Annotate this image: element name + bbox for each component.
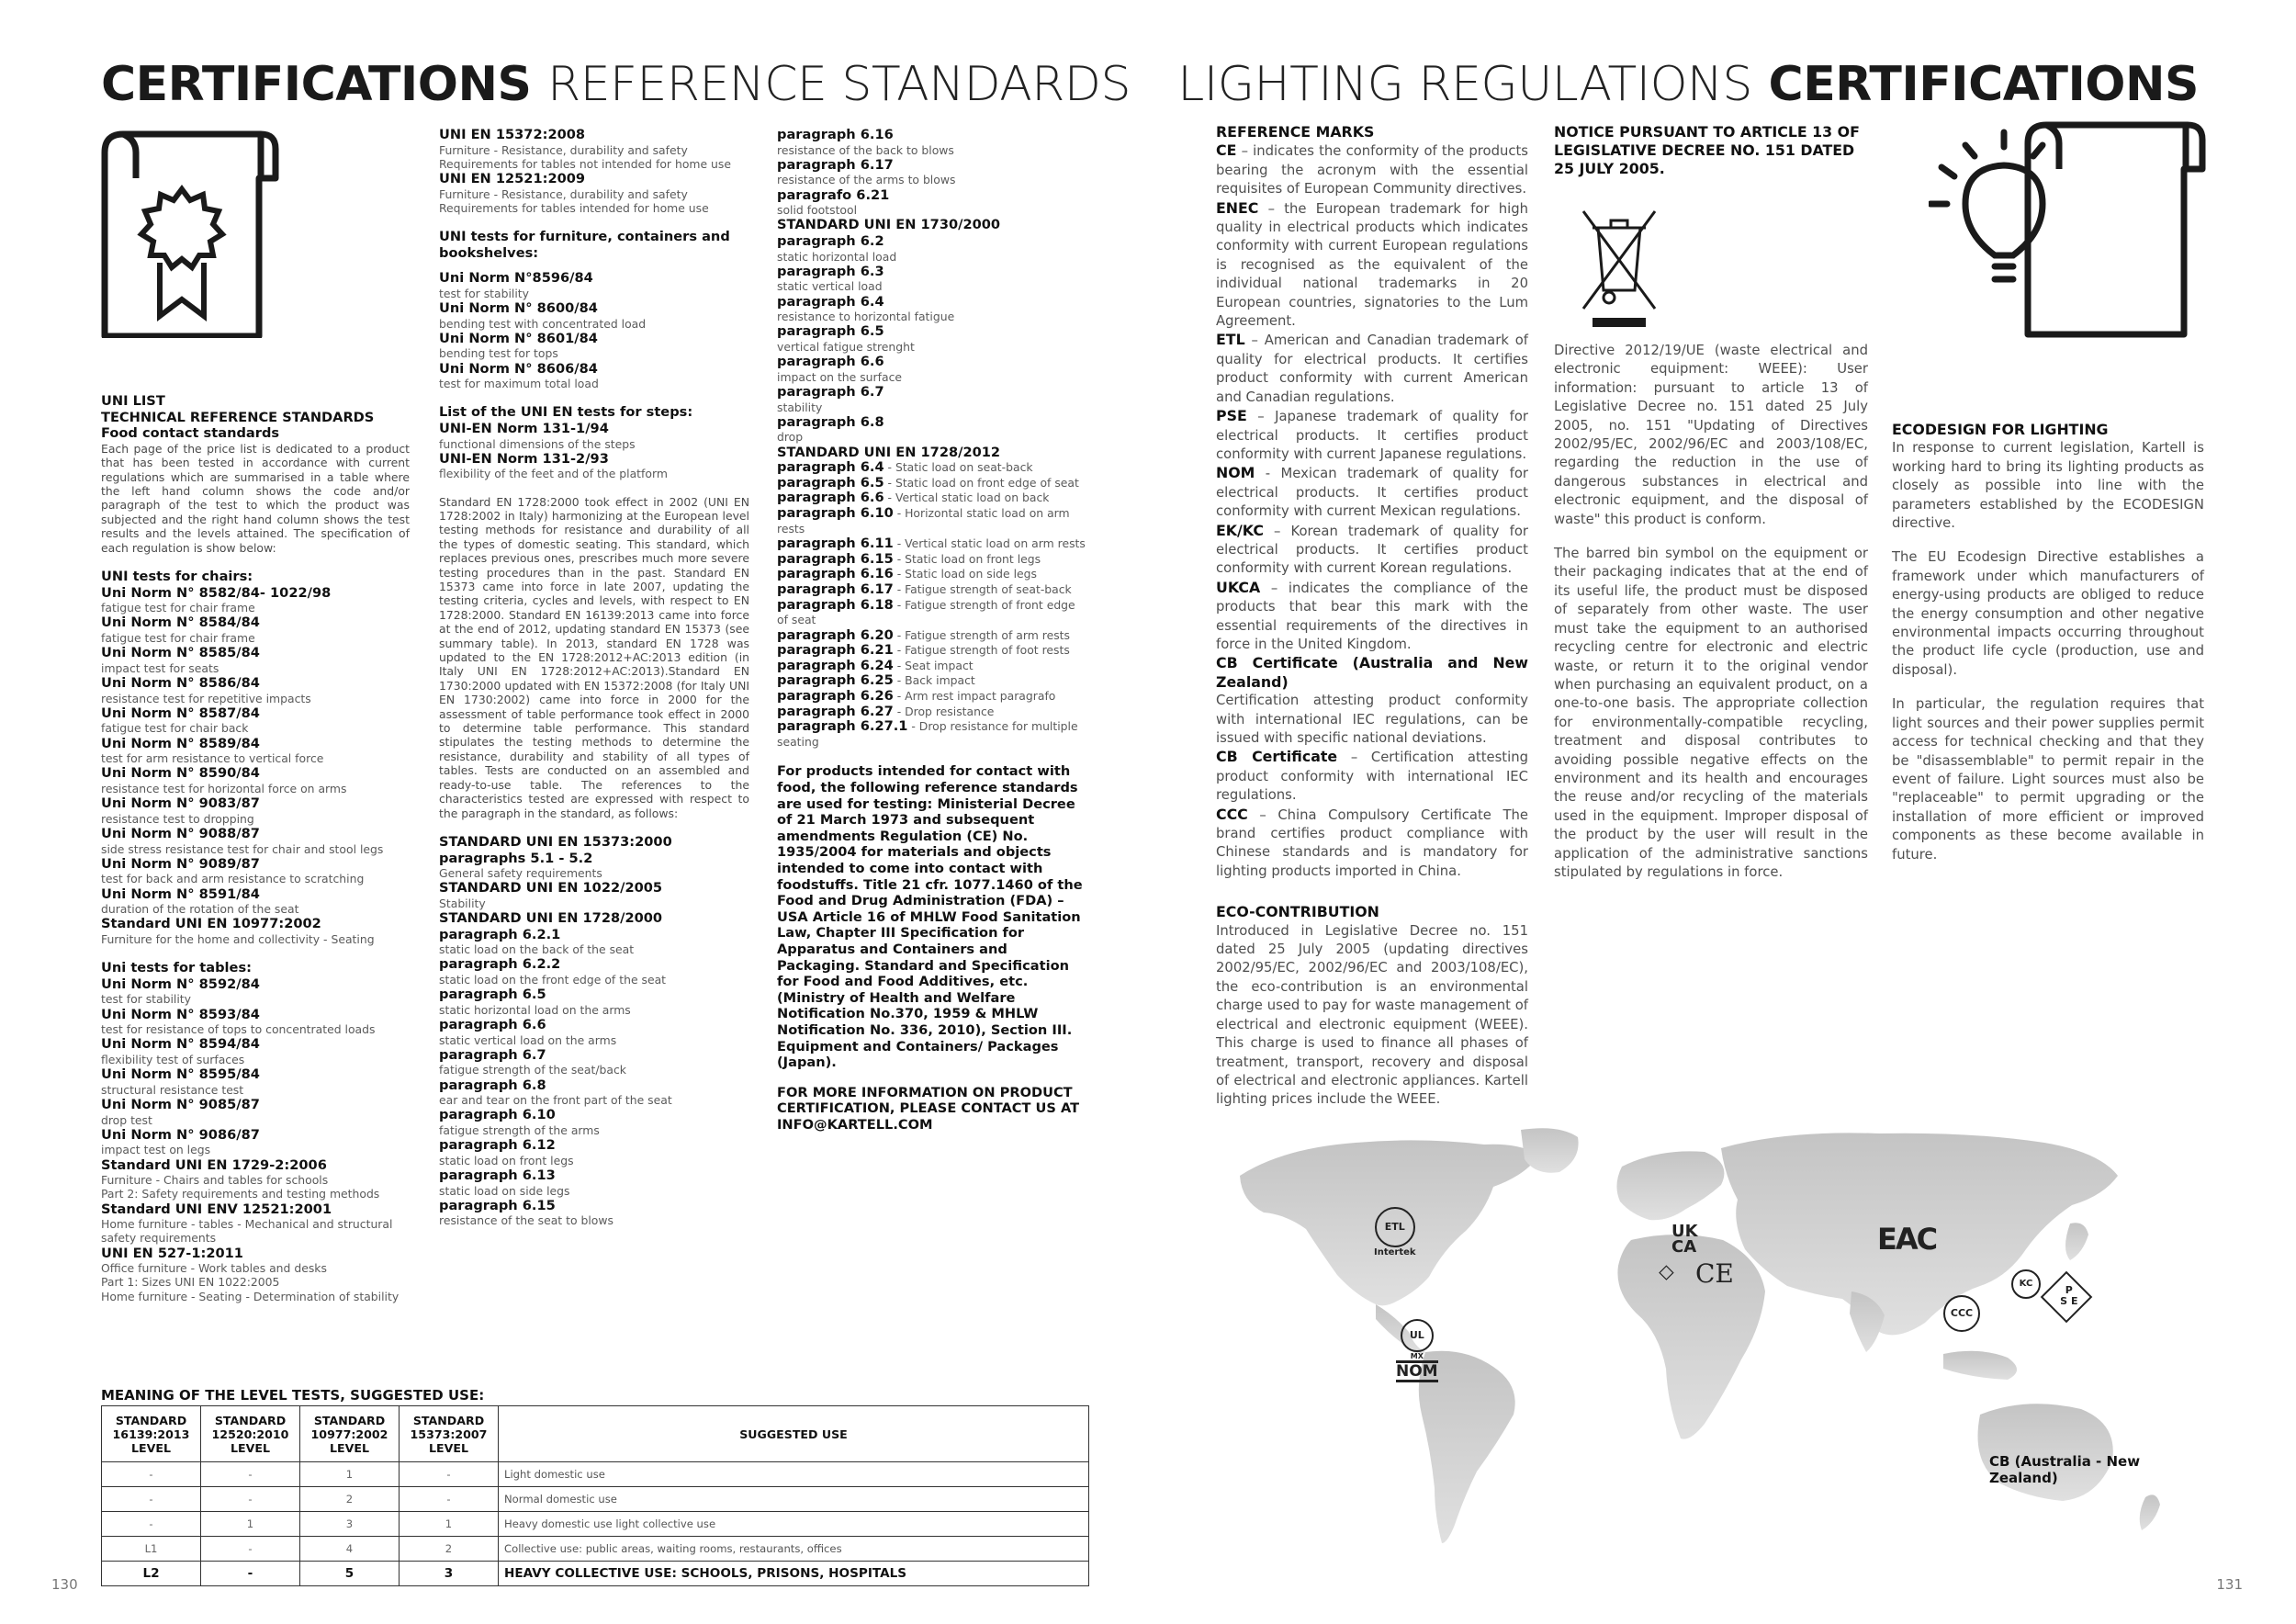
standards-column-3: [777, 127, 1089, 1133]
level-table-title: MEANING OF THE LEVEL TESTS, SUGGESTED USE:: [101, 1387, 485, 1404]
step-test-title: UNI-EN Norm 131-1/94: [439, 420, 609, 436]
chair-test-title: Uni Norm N° 8587/84: [101, 705, 260, 721]
paragraph-item-description: static load on front legs: [439, 1153, 574, 1167]
paragraph-item-description: static horizontal load: [777, 249, 897, 264]
table-row: [102, 1487, 1089, 1512]
notice-column: [1554, 123, 1868, 882]
inline-paragraph-description: - Static load on front legs: [893, 551, 1041, 566]
steps-tests-list: [439, 421, 749, 481]
inline-paragraph-item: [777, 598, 1089, 628]
ecodesign-paragraph-2: The EU Ecodesign Directive establishes a framework under which manufacturers of energy-using products are obliged to reduce the energy consumption and other negative environmental impacts occurring throughout the product life cycle (production, use and disposal).: [1892, 549, 2204, 678]
reference-mark-name: EK/KC: [1216, 521, 1264, 539]
nom-ul-mark: [1396, 1319, 1438, 1382]
paragraph-item-description: vertical fatigue strenght: [777, 339, 915, 354]
paragraph-item-title: paragraph 6.7: [439, 1046, 546, 1063]
chair-test-description: duration of the rotation of the seat: [101, 902, 299, 917]
paragraph-item-title: paragraph 6.8: [777, 413, 884, 430]
inline-paragraph-description: - Static load on front edge of seat: [884, 475, 1079, 490]
table-test-description: Home furniture - tables - Mechanical and structural safety requirements: [101, 1217, 393, 1246]
eco-contribution-text: Introduced in Legislative Decree no. 151 dated 25 July 2005 (updating directives 2002/95/EC, 2002/96/EC and 2003/108/EC), the eco-contribution is an environmental charge used to pay for waste management of electrical and electronic equipment (WEEE). This charge is used to finance all phases of treatment, transport, recovery and disposal of electrical and electronic appliances. Kartell lighting prices include the WEEE.: [1216, 922, 1528, 1108]
ul-mx-label: MX: [1410, 1352, 1424, 1360]
inline-paragraph-description: - Back impact: [893, 673, 975, 688]
table-test-title: Uni Norm N° 8592/84: [101, 976, 260, 992]
table-test-title: Uni Norm N° 8594/84: [101, 1036, 260, 1053]
col3-top-standards: [777, 127, 1089, 460]
paragraph-item-description: stability: [777, 400, 823, 414]
paragraph-item-title: paragraph 6.17: [777, 156, 894, 173]
container-test-title: Uni Norm N°8596/84: [439, 270, 593, 287]
inline-paragraph-item: [777, 506, 1089, 536]
paragraph-item-description: drop: [777, 430, 804, 445]
world-map-icon: [1218, 1111, 2206, 1571]
paragraph-item-description: resistance to horizontal fatigue: [777, 310, 955, 324]
inline-paragraph-title: paragraph 6.10: [777, 504, 894, 521]
containers-tests-list: [439, 270, 749, 390]
standards-column-2: [439, 127, 749, 1228]
inline-paragraph-description: - Fatigue strength of arm rests: [893, 627, 1070, 642]
inline-paragraph-title: paragraph 6.5: [777, 474, 884, 491]
pse-e: E: [2070, 1295, 2078, 1308]
tables-tests-list: [101, 976, 410, 1303]
eac-mark: EAC: [1877, 1222, 1937, 1257]
chair-test-title: Uni Norm N° 8589/84: [101, 735, 260, 751]
inline-paragraph-description: - Horizontal static load on arm rests: [777, 505, 1070, 536]
suggested-use-cell: Heavy domestic use light collective use: [499, 1512, 1089, 1537]
reference-mark-name: UKCA: [1216, 578, 1261, 596]
step-test-title: UNI-EN Norm 131-2/93: [439, 450, 609, 467]
table-test-description: Part 2: Safety requirements and testing methods: [101, 1187, 380, 1201]
etl-circle-icon: ETL: [1375, 1207, 1415, 1247]
header-16139: STANDARD 16139:2013 LEVEL: [102, 1406, 201, 1462]
chair-test-description: side stress resistance test for chair and stool legs: [101, 841, 384, 856]
reference-mark-description: – Korean trademark of quality for electrical products. It certifies product conformity with current Korean regulations.: [1216, 523, 1528, 577]
paragraph-item-description: fatigue strength of the seat/back: [439, 1063, 626, 1077]
paragraph-item-title: paragraph 6.6: [777, 354, 884, 370]
crossed-out-wheelie-bin-icon: [1580, 191, 1659, 329]
suggested-use-cell: HEAVY COLLECTIVE USE: SCHOOLS, PRISONS, HOSPITALS: [499, 1562, 1089, 1586]
chair-test-title: Standard UNI EN 10977:2002: [101, 916, 321, 932]
table-test-description: Part 1: Sizes UNI EN 1022:2005: [101, 1275, 280, 1290]
chair-test-description: test for back and arm resistance to scratching: [101, 872, 365, 886]
steps-tests-heading: List of the UNI EN tests for steps:: [439, 404, 693, 421]
inline-paragraph-description: - Static load on seat-back: [884, 460, 1033, 475]
paragraph-item-title: paragraph 6.16: [777, 127, 894, 142]
chair-test-title: Uni Norm N° 9083/87: [101, 795, 260, 812]
table-test-title: Standard UNI ENV 12521:2001: [101, 1201, 332, 1217]
kc-mark: KC: [2011, 1269, 2041, 1299]
table-row: [102, 1537, 1089, 1562]
paragraph-item-title: paragraph 6.5: [777, 323, 884, 340]
paragraph-item-description: fatigue strength of the arms: [439, 1123, 600, 1138]
page-number-left: 130: [51, 1576, 78, 1593]
container-test-title: Uni Norm N° 8606/84: [439, 360, 598, 377]
paragraph-item-description: solid footstool: [777, 203, 858, 218]
reference-mark-name: CE: [1216, 141, 1237, 160]
chair-test-title: Uni Norm N° 9089/87: [101, 855, 260, 872]
chair-test-title: Uni Norm N° 9088/87: [101, 826, 260, 841]
paragraph-item-title: STANDARD UNI EN 1022/2005: [439, 880, 663, 897]
inline-paragraph-title: paragraph 6.16: [777, 566, 894, 582]
chair-test-title: Uni Norm N° 8582/84- 1022/98: [101, 584, 332, 601]
inline-paragraph-title: paragraph 6.27.1: [777, 718, 908, 735]
level-cell: -: [201, 1537, 300, 1562]
paragraph-item-title: paragraphs 5.1 - 5.2: [439, 850, 593, 866]
container-test-description: bending test with concentrated load: [439, 316, 647, 331]
paragraph-item-description: static load on the back of the seat: [439, 942, 635, 957]
reference-mark-description: – indicates the compliance of the products that bear this mark with the essential requirements of the directives in force in the United Kingdom.: [1216, 580, 1528, 652]
paragraph-item-title: paragraph 6.7: [777, 383, 884, 400]
level-cell: -: [400, 1487, 499, 1512]
reference-mark-name: PSE: [1216, 407, 1247, 425]
inline-paragraph-description: - Drop resistance for multiple seating: [777, 719, 1078, 749]
paragraph-item-title: paragraph 6.8: [439, 1077, 546, 1093]
container-test-title: Uni Norm N° 8601/84: [439, 330, 598, 346]
nom-mark: NOM: [1396, 1362, 1438, 1381]
paragraph-item-description: static vertical load: [777, 279, 883, 294]
reference-marks-list: [1216, 141, 1528, 881]
chair-test-description: test for arm resistance to vertical force: [101, 751, 324, 766]
table-test-description: flexibility test of surfaces: [101, 1052, 245, 1066]
etl-intertek-mark: [1374, 1207, 1416, 1257]
header-15373: STANDARD 15373:2007 LEVEL: [400, 1406, 499, 1462]
level-cell: L1: [102, 1537, 201, 1562]
tables-tests-heading: Uni tests for tables:: [101, 960, 252, 976]
inline-paragraph-title: paragraph 6.25: [777, 672, 894, 689]
inline-paragraph-item: [777, 476, 1089, 491]
reference-mark-item: [1216, 654, 1528, 748]
inline-paragraph-item: [777, 536, 1089, 552]
level-cell: 1: [300, 1462, 400, 1487]
level-cell: 3: [400, 1562, 499, 1586]
reference-mark-item: [1216, 199, 1528, 332]
inline-paragraph-description: - Fatigue strength of front edge of seat: [777, 597, 1075, 627]
inline-paragraph-title: paragraph 6.11: [777, 536, 894, 552]
reference-marks-heading: REFERENCE MARKS: [1216, 123, 1375, 141]
inline-paragraph-item: [777, 582, 1089, 598]
level-cell: -: [102, 1487, 201, 1512]
table-test-title: Standard UNI EN 1729-2:2006: [101, 1156, 327, 1173]
paragraph-item-title: STANDARD UNI EN 1728/2000: [439, 910, 663, 927]
lightbulb-scroll-icon: [1929, 118, 2206, 338]
paragraph-item-description: resistance of the back to blows: [777, 142, 954, 157]
suggested-use-cell: Normal domestic use: [499, 1487, 1089, 1512]
table-test-description: Office furniture - Work tables and desks: [101, 1261, 327, 1276]
standards-history-paragraph: Standard EN 1728:2000 took effect in 2002 (UNI EN 1728:2002 in Italy) harmonizing at the European level testing methods for resistance and durability of all the types of domestic seating. This standard, which replaces previous ones, prescribes much more severe testing procedures than in the past. Standard EN 15373 came into force in late 2007, updating the testing criteria, cycles and levels, with respect to EN 1728:2000. Standard EN 16139:2013 came into force at the end of 2012, updating standard EN 15373 (see summary table). In 2013, standard EN 1728 was updated to the EN 1728:2012+AC:2013 edition (in Italy UNI EN 1728:2012+AC:2013).Standard EN 1730:2000 updated with EN 15372:2008 (for Italy UNI EN 1730:2002) came into force in 2000 for the assessment of table performance took effect in 2000 to determine table performance. This standard stipulates the testing methods to determine the resistance, durability and stability of all types of tables. Tests are conducted on an assembled and ready-to-use table. The references to the characteristics tested are expressed with respect to the paragraph in the standard, as follows:: [439, 494, 749, 820]
notice-paragraph-2: The barred bin symbol on the equipment or their packaging indicates that at the end of its useful life, the product must be disposed of separately from other waste. The user must take the equipment to an authorised recycling centre for electronic and electric waste, or return it to the original vendor when purchasing an equivalent product, on a one-to-one basis. The appropriate collection for environmentally-compatible recycling, treatment and disposal contributes to avoiding possible negative effects on the environment and its health and encourages the reuse and/or recycling of the materials used in the equipment. Improper disposal of the product by the user will result in the application of the administrative sanctions stipulated by regulations in force.: [1554, 546, 1868, 880]
table-row: [102, 1512, 1089, 1537]
certificate-scroll-icon: [99, 127, 279, 338]
reference-mark-item: [1216, 141, 1528, 198]
inline-paragraph-title: paragraph 6.27: [777, 703, 894, 719]
col3-inline-paragraphs: [777, 460, 1089, 750]
ukca-top: UK: [1671, 1222, 1698, 1241]
ccc-mark: CCC: [1943, 1295, 1980, 1332]
reference-mark-name: CB Certificate (Australia and New Zealand): [1216, 654, 1528, 691]
reference-mark-item: [1216, 522, 1528, 579]
paragraph-item-title: paragraph 6.13: [439, 1167, 556, 1184]
suggested-use-cell: Light domestic use: [499, 1462, 1089, 1487]
table-row: [102, 1462, 1089, 1487]
chair-test-title: Uni Norm N° 8586/84: [101, 675, 260, 692]
reference-mark-item: [1216, 331, 1528, 407]
reference-mark-description: – Japanese trademark of quality for electrical products. It certifies product conformity with current Japanese regulations.: [1216, 409, 1528, 462]
table-test-title: Uni Norm N° 9085/87: [101, 1096, 260, 1112]
paragraph-item-title: STANDARD UNI EN 15373:2000: [439, 833, 672, 850]
inline-paragraph-title: paragraph 6.26: [777, 688, 894, 705]
paragraph-item-description: static load on the front edge of the seat: [439, 973, 667, 987]
reference-mark-description: – Certification attesting product conformity with international IEC regulations.: [1216, 750, 1528, 804]
header-suggested-use: SUGGESTED USE: [499, 1406, 1089, 1462]
paragraph-item-title: paragraph 6.12: [439, 1137, 556, 1154]
paragraph-item-title: paragraph 6.15: [439, 1197, 556, 1213]
header-10977: STANDARD 10977:2002 LEVEL: [300, 1406, 400, 1462]
paragraph-item-title: paragraph 6.3: [777, 263, 884, 279]
reference-mark-name: CB Certificate: [1216, 748, 1338, 766]
paragraph-item-title: STANDARD UNI EN 1730/2000: [777, 217, 1001, 233]
standard-description: Furniture - Resistance, durability and safety Requirements for tables intended for home use: [439, 186, 709, 215]
contact-info-text: FOR MORE INFORMATION ON PRODUCT CERTIFICATION, PLEASE CONTACT US AT INFO@KARTELL.COM: [777, 1084, 1080, 1133]
reference-mark-name: NOM: [1216, 464, 1255, 482]
inline-paragraph-description: - Static load on side legs: [893, 567, 1037, 581]
inline-paragraph-title: paragraph 6.6: [777, 490, 884, 506]
paragraph-item-description: static load on side legs: [439, 1183, 570, 1198]
reference-mark-description: - Mexican trademark of quality for electrical products. It certifies product conformity with current Mexican regulations.: [1216, 466, 1528, 520]
enec-diamond-icon: ⬦: [1659, 1258, 1674, 1284]
paragraph-item-description: ear and tear on the front part of the seat: [439, 1093, 672, 1108]
reference-mark-description: – China Compulsory Certificate The brand certifies product compliance with Chinese standards and is mandatory for lighting products imported in China.: [1216, 806, 1528, 879]
inline-paragraph-item: [777, 460, 1089, 476]
level-tests-table: [101, 1405, 1089, 1586]
inline-paragraph-item: [777, 673, 1089, 689]
inline-paragraph-title: paragraph 6.20: [777, 626, 894, 643]
table-test-description: drop test: [101, 1112, 152, 1127]
chair-test-description: resistance test for horizontal force on arms: [101, 782, 347, 795]
step-test-description: flexibility of the feet and of the platform: [439, 467, 668, 481]
table-header-row: [102, 1406, 1089, 1462]
ul-circle-icon: UL: [1401, 1319, 1434, 1352]
level-cell: L2: [102, 1562, 201, 1586]
level-cell: 1: [201, 1512, 300, 1537]
inline-paragraph-title: paragraph 6.18: [777, 596, 894, 613]
inline-paragraph-description: - Fatigue strength of foot rests: [893, 643, 1070, 658]
level-cell: 1: [400, 1512, 499, 1537]
level-cell: 2: [300, 1487, 400, 1512]
chairs-tests-heading: UNI tests for chairs:: [101, 569, 253, 585]
standard-description: Furniture - Resistance, durability and safety Requirements for tables not intended for home use: [439, 142, 731, 171]
paragraph-item-description: Stability: [439, 896, 486, 910]
chair-test-description: impact test for seats: [101, 660, 219, 675]
chairs-tests-list: [101, 585, 410, 947]
paragraph-item-title: paragraph 6.2: [777, 232, 884, 249]
page-number-right: 131: [2216, 1576, 2243, 1593]
reference-mark-item: [1216, 579, 1528, 655]
chair-test-description: fatigue test for chair frame: [101, 631, 255, 646]
reference-mark-description: – the European trademark for high quality in electrical products which indicates conformity with current European regulations is recognised as the equivalent of the individual national trademarks in 20 European countries, signatories to the Lum Agreement.: [1216, 200, 1528, 330]
level-cell: -: [201, 1487, 300, 1512]
reference-mark-item: [1216, 464, 1528, 521]
reference-mark-name: ETL: [1216, 331, 1245, 349]
chair-test-description: resistance test for repetitive impacts: [101, 691, 311, 705]
level-cell: 4: [300, 1537, 400, 1562]
ecodesign-paragraph-1: In response to current legislation, Kartell is working hard to bring its lighting products as closely as possible into line with the parameters established by the ECODESIGN directive.: [1892, 440, 2204, 532]
right-page-title: LIGHTING REGULATIONS CERTIFICATIONS: [1177, 57, 2199, 112]
table-test-description: Furniture - Chairs and tables for schools: [101, 1173, 329, 1188]
inline-paragraph-description: - Vertical static load on arm rests: [893, 536, 1086, 551]
inline-paragraph-item: [777, 567, 1089, 582]
col2-paragraph-list: [439, 834, 749, 1228]
table-test-description: Home furniture - Seating - Determination of stability: [101, 1289, 400, 1303]
paragraph-item-title: STANDARD UNI EN 1728/2012: [777, 444, 1001, 460]
paragraph-item-title: paragraph 6.6: [439, 1017, 546, 1033]
inline-paragraph-item: [777, 719, 1089, 750]
reference-mark-name: ENEC: [1216, 198, 1259, 217]
inline-paragraph-title: paragraph 6.15: [777, 550, 894, 567]
paragraph-item-title: paragrafo 6.21: [777, 186, 890, 203]
ce-mark: CE: [1695, 1258, 1734, 1289]
container-test-description: test for stability: [439, 286, 529, 300]
inline-paragraph-item: [777, 643, 1089, 659]
pse-p: P: [2065, 1284, 2073, 1297]
standard-title: UNI EN 12521:2009: [439, 171, 586, 186]
table-test-title: Uni Norm N° 9086/87: [101, 1126, 260, 1143]
suggested-use-cell: Collective use: public areas, waiting rooms, restaurants, offices: [499, 1537, 1089, 1562]
world-map: [1218, 1111, 2206, 1571]
uni-list-column: [101, 393, 410, 1303]
reference-mark-description: – American and Canadian trademark of quality for electrical products. It certifies product conformity with current American and Canadian regulations.: [1216, 333, 1528, 405]
table-row: [102, 1562, 1089, 1586]
inline-paragraph-description: - Seat impact: [893, 658, 974, 672]
paragraph-item-title: paragraph 6.2.2: [439, 956, 561, 973]
header-12520: STANDARD 12520:2010 LEVEL: [201, 1406, 300, 1462]
paragraph-item-title: paragraph 6.5: [439, 987, 546, 1003]
standard-title: UNI EN 15372:2008: [439, 127, 586, 142]
left-page-title: CERTIFICATIONS REFERENCE STANDARDS: [101, 57, 1131, 112]
level-cell: -: [201, 1562, 300, 1586]
inline-paragraph-item: [777, 689, 1089, 705]
chair-test-title: Uni Norm N° 8591/84: [101, 885, 260, 902]
notice-paragraph-1: Directive 2012/19/UE (waste electrical and electronic equipment: WEEE): User information: pursuant to article 13 of Legislative Decree no. 151 dated 25 July 2005, no. 151 "Updating of Directives 2002/95/EC, 2002/96/EC and 2003/108/EC, regarding the reduction in the use of dangerous substances in electrical and electronic equipment, and the disposal of waste" this product is conform.: [1554, 343, 1868, 527]
intro-paragraph: Each page of the price list is dedicated to a product that has been tested in accordance with current regulations which are summarised in a table where the left hand column shows the code and/or paragraph of the test to which the product was subjected and the right hand column shows the test results and the levels attained. The specification of each regulation is show below:: [101, 441, 410, 555]
chair-test-title: Uni Norm N° 8590/84: [101, 765, 260, 782]
reference-mark-name: CCC: [1216, 805, 1248, 823]
step-test-description: functional dimensions of the steps: [439, 436, 636, 451]
reference-marks-column: [1216, 123, 1528, 1110]
eco-contribution-heading: ECO-CONTRIBUTION: [1216, 903, 1379, 921]
table-test-title: Uni Norm N° 8595/84: [101, 1066, 260, 1083]
paragraph-item-description: static vertical load on the arms: [439, 1032, 617, 1047]
level-cell: 2: [400, 1537, 499, 1562]
paragraph-item-title: paragraph 6.10: [439, 1107, 556, 1123]
table-test-description: impact test on legs: [101, 1143, 211, 1157]
reference-mark-description: – indicates the conformity of the products bearing the acronym with the essential requisites of European Community directives.: [1216, 143, 1528, 197]
level-cell: -: [102, 1512, 201, 1537]
reference-mark-description: Certification attesting product conformity with international IEC regulations, can be issued with specific national deviations.: [1216, 693, 1528, 746]
inline-paragraph-item: [777, 491, 1089, 506]
inline-paragraph-title: paragraph 6.24: [777, 657, 894, 673]
food-contact-standards-text: For products intended for contact with food, the following reference standards are used for testing: Ministerial Decree of 21 March 1973 and subsequent amendments Regulation (CE) No. 1935/2004 for materials and objects intended to come into contact with foodstuffs. Title 21 cfr. 1077.1460 of the Food and Drug Administration (FDA) – USA Article 16 of MHLW Food Sanitation Law, Chapter III Specification for Apparatus and Containers and Packaging. Standard and Specification for Food and Food Additives, etc. (Ministry of Health and Welfare Notification No.370, 1959 & MHLW Notification No. 336, 2010), Section III. Equipment and Containers/ Packages (Japan).: [777, 763, 1083, 1071]
container-test-title: Uni Norm N° 8600/84: [439, 299, 598, 316]
inline-paragraph-item: [777, 659, 1089, 674]
chair-test-description: Furniture for the home and collectivity - Seating: [101, 931, 375, 946]
paragraph-item-description: resistance of the seat to blows: [439, 1213, 613, 1228]
chair-test-description: fatigue test for chair back: [101, 721, 249, 736]
chair-test-description: fatigue test for chair frame: [101, 601, 255, 615]
inline-paragraph-description: - Arm rest impact paragrafo: [893, 689, 1056, 704]
food-contact-heading: Food contact standards: [101, 425, 280, 442]
level-cell: 3: [300, 1512, 400, 1537]
reference-mark-item: [1216, 806, 1528, 882]
level-cell: -: [102, 1462, 201, 1487]
reference-mark-item: [1216, 748, 1528, 805]
notice-heading: NOTICE PURSUANT TO ARTICLE 13 OF LEGISLATIVE DECREE NO. 151 DATED 25 JULY 2005.: [1554, 123, 1860, 177]
ecodesign-heading: ECODESIGN FOR LIGHTING: [1892, 421, 2109, 438]
inline-paragraph-description: - Drop resistance: [893, 704, 995, 718]
paragraph-item-description: static horizontal load on the arms: [439, 1002, 631, 1017]
intertek-label: Intertek: [1374, 1247, 1416, 1257]
inline-paragraph-title: paragraph 6.21: [777, 642, 894, 659]
inline-paragraph-title: paragraph 6.17: [777, 581, 894, 597]
inline-paragraph-item: [777, 552, 1089, 568]
reference-mark-item: [1216, 407, 1528, 464]
inline-paragraph-description: - Fatigue strength of seat-back: [893, 581, 1072, 596]
table-test-description: structural resistance test: [101, 1082, 244, 1097]
level-cell: -: [400, 1462, 499, 1487]
inline-paragraph-description: - Vertical static load on back: [884, 491, 1050, 505]
table-test-description: test for stability: [101, 992, 191, 1007]
chair-test-description: resistance test to dropping: [101, 811, 254, 826]
col2-top-standards: [439, 127, 749, 215]
ukca-bottom: CA: [1671, 1237, 1697, 1257]
paragraph-item-description: resistance of the arms to blows: [777, 173, 956, 187]
ecodesign-paragraph-3: In particular, the regulation requires that light sources and their power supplies permit access for technical checking and that they be "disassemblable" to permit repair in the event of failure. Light sources must also be "replaceable" to permit upgrading or the installation of more efficient or improved components as these become available in future.: [1892, 696, 2204, 863]
ecodesign-column: [1892, 421, 2204, 864]
paragraph-item-description: General safety requirements: [439, 866, 602, 881]
paragraph-item-title: paragraph 6.2.1: [439, 926, 561, 942]
inline-paragraph-item: [777, 705, 1089, 720]
paragraph-item-description: impact on the surface: [777, 369, 903, 384]
paragraph-item-title: paragraph 6.4: [777, 293, 884, 310]
container-test-description: test for maximum total load: [439, 377, 599, 391]
level-cell: 5: [300, 1562, 400, 1586]
container-test-description: bending test for tops: [439, 346, 558, 361]
technical-reference-heading: TECHNICAL REFERENCE STANDARDS: [101, 409, 375, 425]
weee-symbol-area: [1554, 178, 1868, 342]
pse-s: S: [2060, 1295, 2068, 1308]
uni-list-heading: UNI LIST: [101, 393, 165, 409]
inline-paragraph-title: paragraph 6.4: [777, 459, 884, 476]
table-test-title: UNI EN 527-1:2011: [101, 1245, 243, 1261]
inline-paragraph-item: [777, 628, 1089, 644]
containers-tests-heading: UNI tests for furniture, containers and bookshelves:: [439, 229, 730, 261]
table-test-title: Uni Norm N° 8593/84: [101, 1006, 260, 1022]
chair-test-title: Uni Norm N° 8584/84: [101, 615, 260, 631]
table-test-description: test for resistance of tops to concentrated loads: [101, 1022, 376, 1037]
level-cell: -: [201, 1462, 300, 1487]
cb-australia-nz-caption: CB (Australia - New Zealand): [1989, 1453, 2141, 1486]
chair-test-title: Uni Norm N° 8585/84: [101, 645, 260, 661]
ukca-mark: [1671, 1224, 1698, 1255]
